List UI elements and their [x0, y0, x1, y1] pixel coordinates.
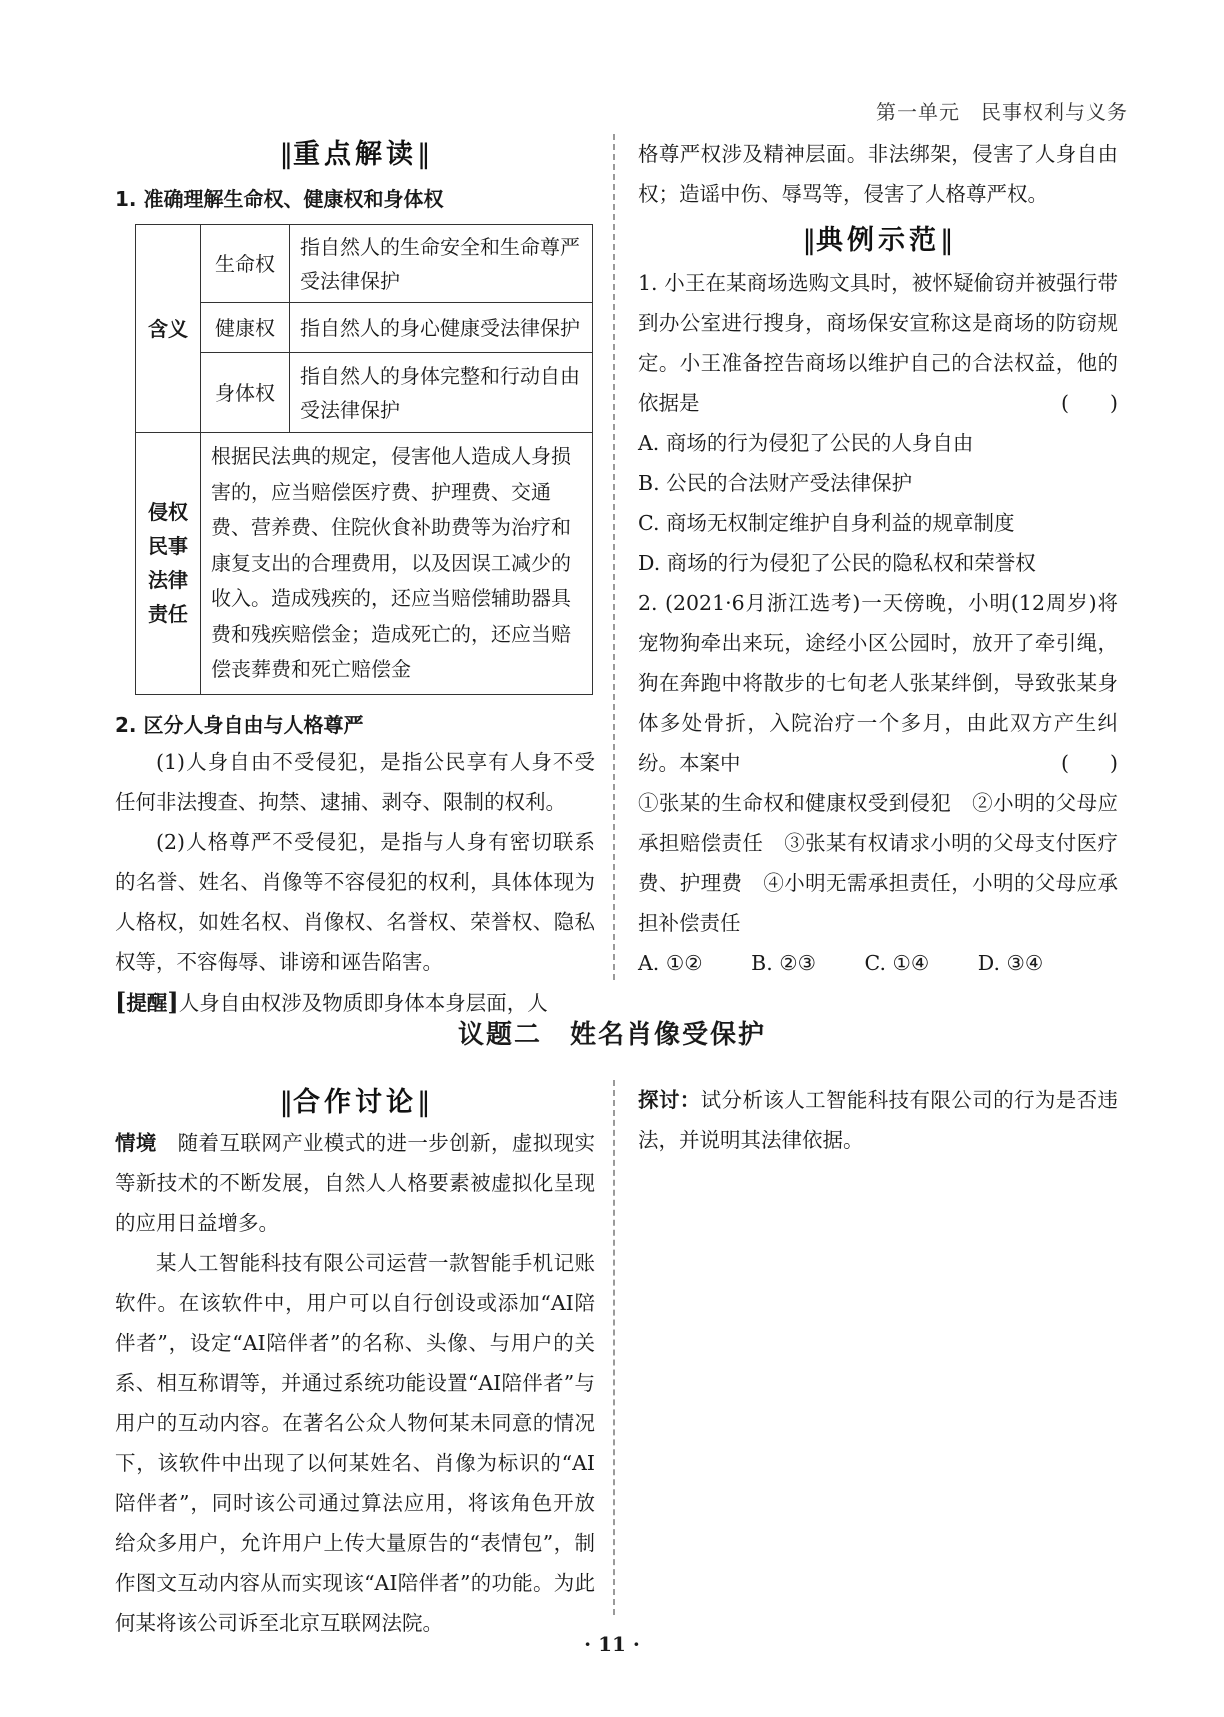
desc-life-right: 指自然人的生命安全和生命尊严受法律保护 [290, 225, 593, 303]
question-1-stem: 1. 小王在某商场选购文具时，被怀疑偷窃并被强行带到办公室进行搜身，商场保安宣称这是商场的防窃规定。小王准备控告商场以维护自己的合法权益，他的依据是 [638, 271, 1118, 415]
table-row [136, 433, 593, 695]
reminder-label: 提醒 [126, 990, 168, 1015]
right-column-bottom [638, 1080, 1118, 1160]
reminder-text: 人身自由权涉及物质即身体本身层面，人 [178, 990, 548, 1015]
term-health-right: 健康权 [201, 303, 290, 353]
situation [115, 1123, 595, 1243]
heading-distinguish: 2. 区分人身自由与人格尊严 [115, 712, 364, 737]
question-1 [638, 263, 1118, 423]
explore-text: 试分析该人工智能科技有限公司的行为是否违法，并说明其法律依据。 [638, 1088, 1119, 1152]
situation-text: 随着互联网产业模式的进一步创新，虚拟现实等新技术的不断发展，自然人人格要素被虚拟化呈现的应用日益增多。 [115, 1131, 596, 1235]
q1-option-c: C. 商场无权制定维护自身利益的规章制度 [638, 511, 1015, 535]
right-column-top [638, 134, 1118, 983]
desc-health-right: 指自然人的身心健康受法律保护 [290, 303, 593, 353]
question-2-answer-blank: ( ) [1061, 751, 1118, 775]
liability-desc: 根据民法典的规定，侵害他人造成人身损害的，应当赔偿医疗费、护理费、交通费、营养费、住院伙食补助费等为治疗和康复支出的合理费用，以及因误工减少的收入。造成残疾的，还应当赔偿辅助器具费和残疾赔偿金；造成死亡的，还应当赔偿丧葬费和死亡赔偿金 [201, 433, 593, 695]
meaning-label: 含义 [136, 225, 201, 433]
case-description: 某人工智能科技有限公司运营一款智能手机记账软件。在该软件中，用户可以自行创设或添加“AI陪伴者”，设定“AI陪伴者”的名称、头像、与用户的关系、相互称谓等，并通过系统功能设置“AI陪伴者”与用户的互动内容。在著名公众人物何某未同意的情况下，该软件中出现了以何某姓名、肖像为标识的“AI陪伴者”，同时该公司通过算法应用，将该角色开放给众多用户，允许用户上传大量原告的“表情包”，制作图文互动内容从而实现该“AI陪伴者”的功能。为此何某将该公司诉至北京互联网法院。 [115, 1251, 595, 1635]
q2-option-a: A. ①② [638, 951, 703, 975]
running-header: 第一单元 民事权利与义务 [876, 100, 1128, 124]
section-title-examples: ‖典例示范‖ [802, 225, 954, 256]
left-column-top [115, 132, 595, 1023]
para-personal-freedom: (1)人身自由不受侵犯，是指公民享有人身不受任何非法搜查、拘禁、逮捕、剥夺、限制的权利。 [115, 749, 595, 814]
left-column-bottom [115, 1080, 595, 1643]
table-row [136, 353, 593, 433]
question-1-answer-blank: ( ) [1061, 391, 1118, 415]
q2-statements: ①张某的生命权和健康权受到侵犯 ②小明的父母应承担赔偿责任 ③张某有权请求小明的父母支付医疗费、护理费 ④小明无需承担责任，小明的父母应承担补偿责任 [638, 791, 1118, 935]
page-number: · 11 · [584, 1632, 640, 1656]
q2-option-d: D. ③④ [977, 951, 1044, 975]
q2-option-b: B. ②③ [751, 951, 816, 975]
section-title-discussion: ‖合作讨论‖ [279, 1087, 431, 1118]
topic-title: 议题二 姓名肖像受保护 [457, 1020, 766, 1050]
table-row [136, 303, 593, 353]
column-divider-bottom [613, 1080, 615, 1615]
para-personal-dignity: (2)人格尊严不受侵犯，是指与人身有密切联系的名誉、姓名、肖像等不容侵犯的权利，具体体现为人格权，如姓名权、肖像权、名誉权、荣誉权、隐私权等，不容侮辱、诽谤和诬告陷害。 [115, 829, 595, 974]
q1-option-d: D. 商场的行为侵犯了公民的隐私权和荣誉权 [638, 551, 1036, 575]
section-title-key-points: ‖重点解读‖ [279, 139, 431, 170]
rights-definition-table [135, 224, 593, 695]
q1-option-a: A. 商场的行为侵犯了公民的人身自由 [638, 431, 974, 455]
term-body-right: 身体权 [201, 353, 290, 433]
reminder-continuation: 格尊严权涉及精神层面。非法绑架，侵害了人身自由权；造谣中伤、辱骂等，侵害了人格尊严权。 [638, 142, 1118, 206]
reminder: [提醒]人身自由权涉及物质即身体本身层面，人 [115, 986, 548, 1016]
term-life-right: 生命权 [201, 225, 290, 303]
q1-option-b: B. 公民的合法财产受法律保护 [638, 471, 913, 495]
heading-understand-rights: 1. 准确理解生命权、健康权和身体权 [115, 187, 444, 211]
q2-option-c: C. ①④ [864, 951, 930, 975]
question-2 [638, 583, 1118, 783]
q2-options [638, 943, 1118, 983]
question-2-stem: 2. (2021·6月浙江选考)一天傍晚，小明(12周岁)将宠物狗牵出来玩，途经小区公园时，放开了牵引绳，狗在奔跑中将散步的七旬老人张某绊倒，导致张某身体多处骨折，入院治疗一个多月，由此双方产生纠纷。本案中 [638, 591, 1118, 775]
situation-label: 情境 [115, 1131, 157, 1155]
table-row [136, 225, 593, 303]
column-divider-top [613, 134, 615, 980]
desc-body-right: 指自然人的身体完整和行动自由受法律保护 [290, 353, 593, 433]
explore-question [638, 1080, 1118, 1160]
liability-label: 侵权 民事 法律 责任 [136, 433, 201, 695]
explore-label: 探讨： [638, 1088, 701, 1112]
